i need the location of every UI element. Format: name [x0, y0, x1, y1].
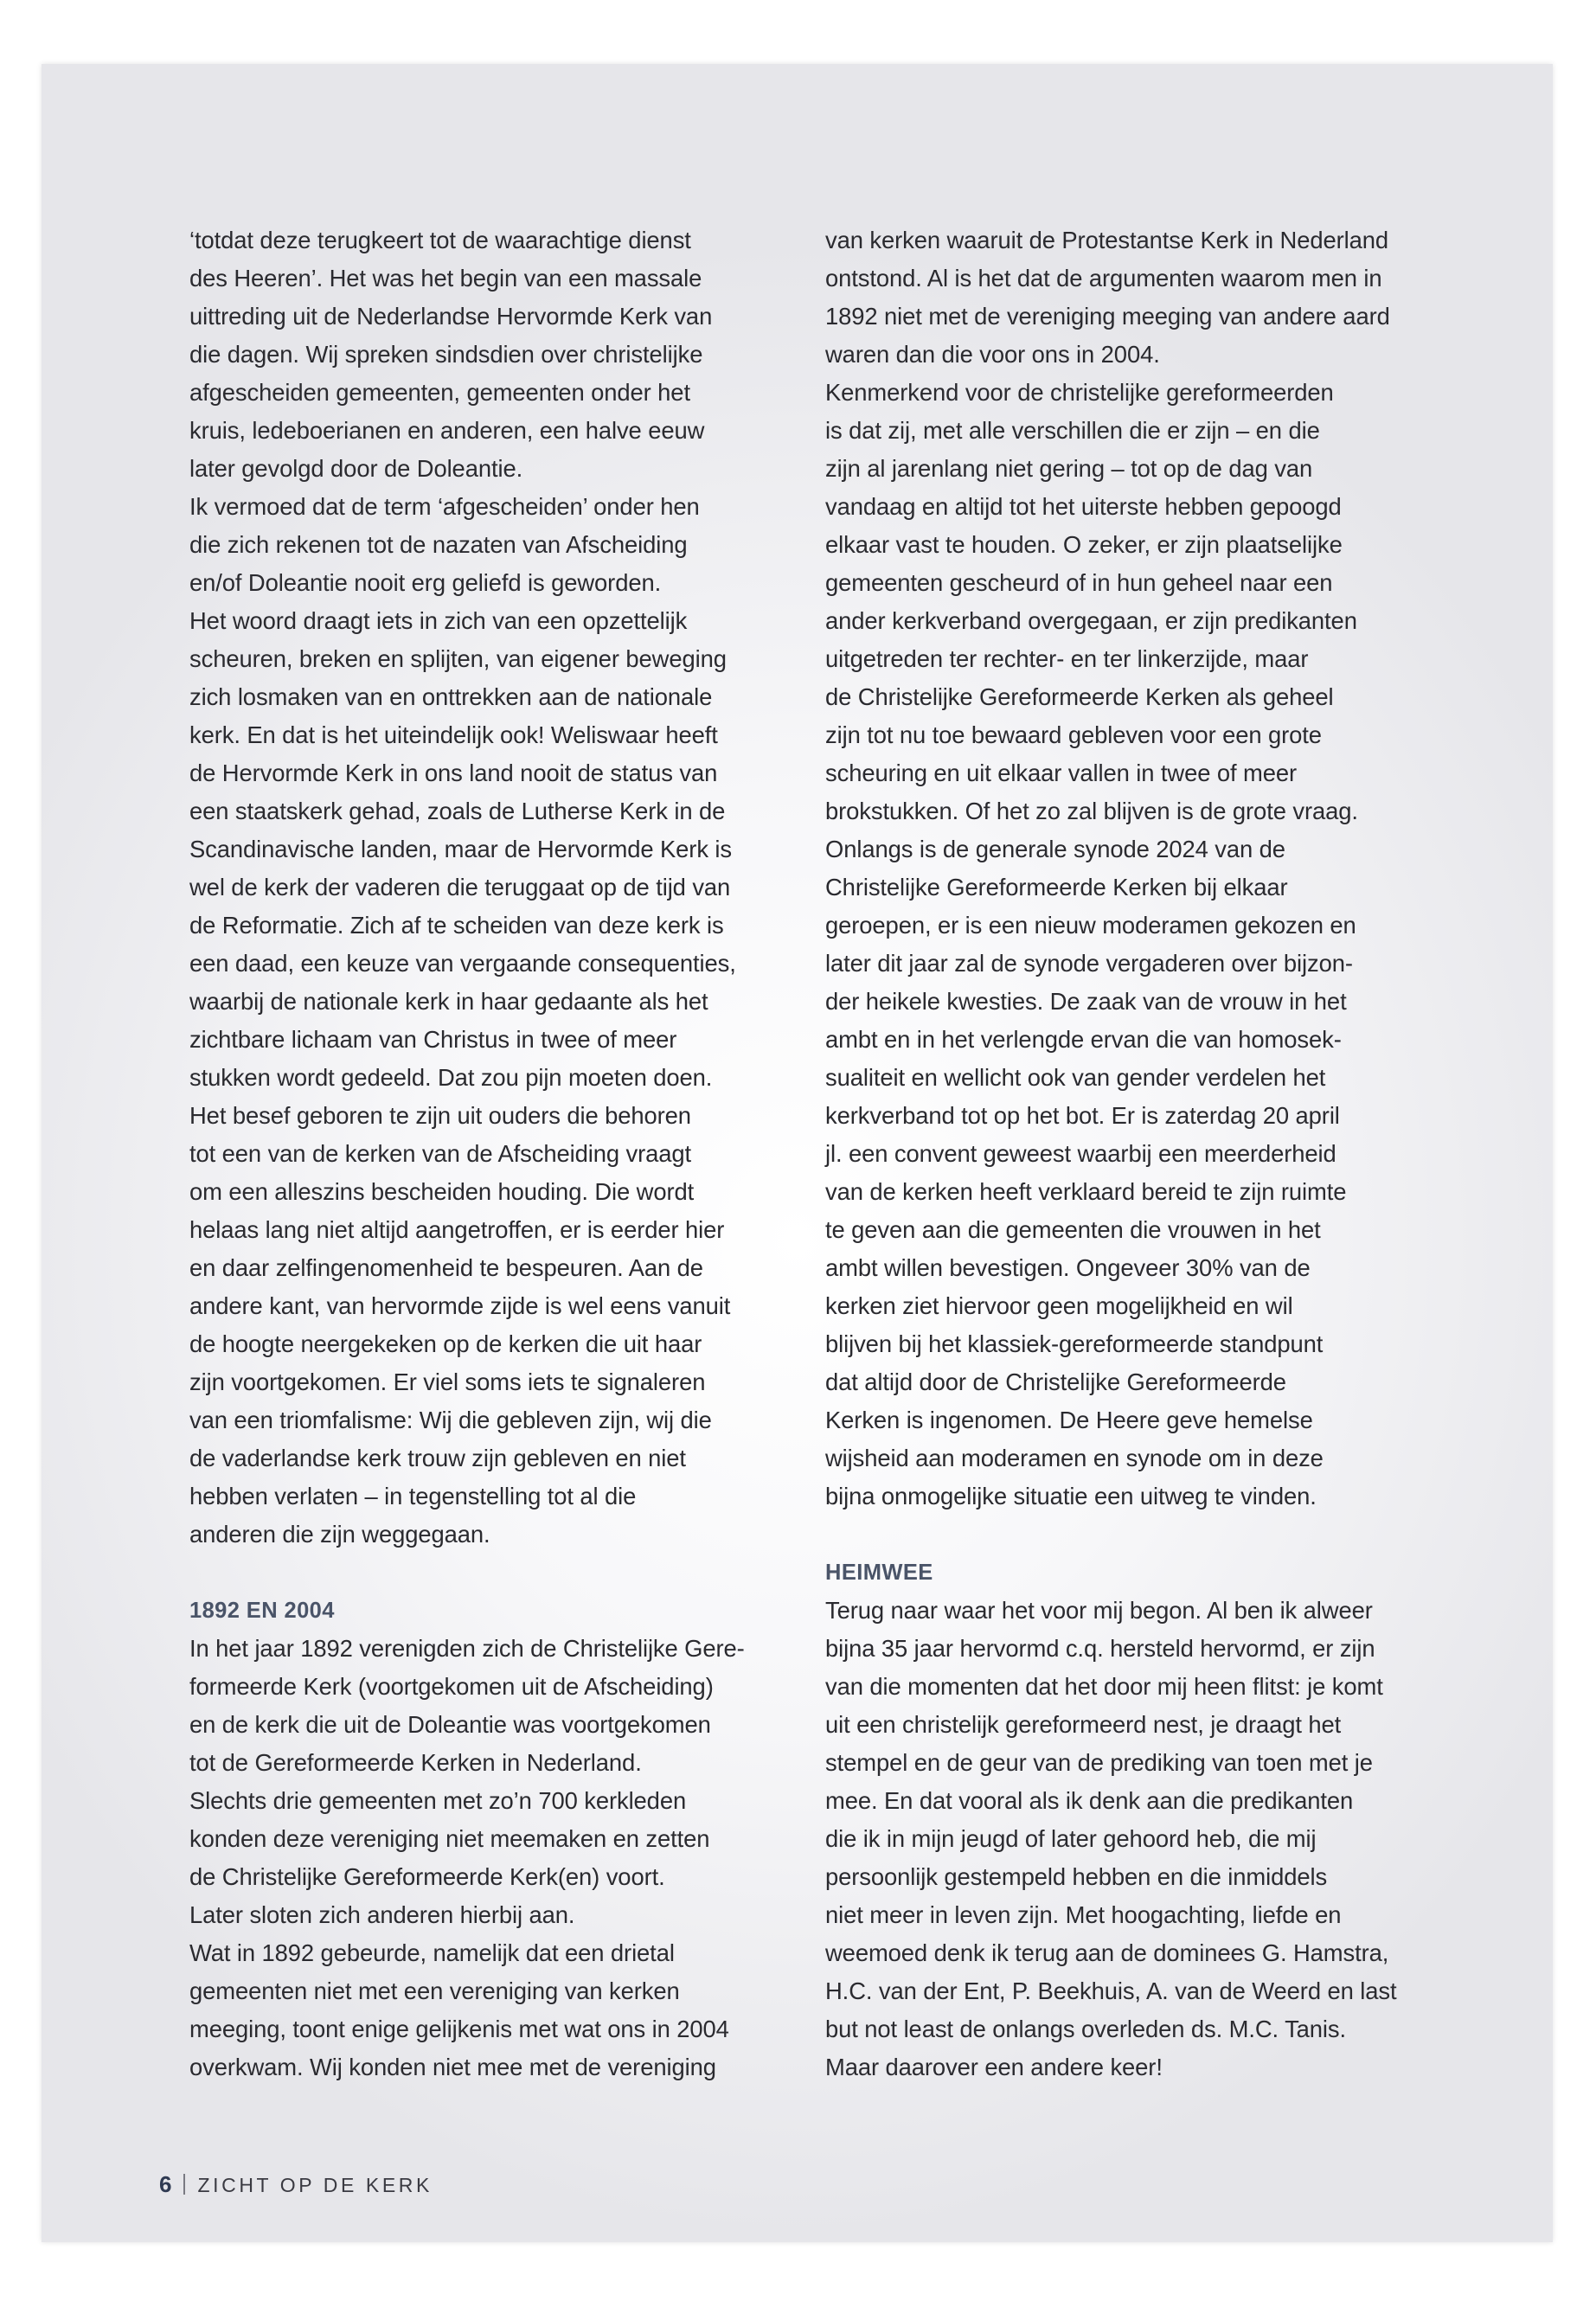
text-line: weemoed denk ik terug aan de dominees G. Hamstra,	[825, 1939, 1389, 1966]
text-line: scheuring en uit elkaar vallen in twee of meer	[825, 760, 1298, 786]
text-line: In het jaar 1892 verenigden zich de Christelijke Gere-	[189, 1635, 745, 1662]
text-line: bijna 35 jaar hervormd c.q. hersteld hervormd, er zijn	[825, 1635, 1375, 1662]
text-line: de Christelijke Gereformeerde Kerken als geheel	[825, 683, 1334, 710]
text-line: de Hervormde Kerk in ons land nooit de status van	[189, 760, 718, 786]
text-line: Het besef geboren te zijn uit ouders die behoren	[189, 1102, 691, 1129]
text-line: en/of Doleantie nooit erg geliefd is geworden.	[189, 569, 662, 596]
text-line: kerk. En dat is het uiteindelijk ook! Weliswaar heeft	[189, 721, 718, 748]
text-line: meeging, toont enige gelijkenis met wat ons in 2004	[189, 2016, 729, 2042]
text-line: stempel en de geur van de prediking van toen met je	[825, 1749, 1373, 1776]
text-line: die zich rekenen tot de nazaten van Afscheiding	[189, 531, 688, 558]
text-line: der heikele kwesties. De zaak van de vrouw in het	[825, 988, 1347, 1015]
page-number: 6	[159, 2171, 172, 2197]
text-line: om een alleszins bescheiden houding. Die wordt	[189, 1178, 695, 1205]
text-line: die dagen. Wij spreken sindsdien over christelijke	[189, 341, 703, 368]
text-line: vandaag en altijd tot het uiterste hebben gepoogd	[825, 493, 1342, 520]
text-line: Wat in 1892 gebeurde, namelijk dat een drietal	[189, 1939, 675, 1966]
text-line: geroepen, er is een nieuw moderamen gekozen en	[825, 912, 1356, 939]
right-paragraphs-a	[825, 221, 1422, 1516]
text-line: de hoogte neergekeken op de kerken die uit haar	[189, 1330, 702, 1357]
left-column	[189, 221, 786, 2086]
text-line: Ik vermoed dat de term ‘afgescheiden’ onder hen	[189, 493, 700, 520]
text-line: de Christelijke Gereformeerde Kerk(en) voort.	[189, 1863, 665, 1890]
text-line: uit een christelijk gereformeerd nest, je draagt het	[825, 1711, 1342, 1738]
text-line: later gevolgd door de Doleantie.	[189, 455, 523, 482]
text-line: overkwam. Wij konden niet mee met de vereniging	[189, 2054, 716, 2080]
text-line: bijna onmogelijke situatie een uitweg te vinden.	[825, 1483, 1317, 1509]
text-line: afgescheiden gemeenten, gemeenten onder het	[189, 379, 690, 406]
text-line: but not least de onlangs overleden ds. M.C. Tanis.	[825, 2016, 1347, 2042]
text-line: een staatskerk gehad, zoals de Lutherse Kerk in de	[189, 798, 726, 824]
text-line: des Heeren’. Het was het begin van een massale	[189, 265, 702, 292]
text-line: kerkverband tot op het bot. Er is zaterdag 20 april	[825, 1102, 1340, 1129]
text-line: uittreding uit de Nederlandse Hervormde Kerk van	[189, 303, 713, 330]
text-line: anderen die zijn weggegaan.	[189, 1521, 490, 1548]
text-line: die ik in mijn jeugd of later gehoord heb, die mij	[825, 1825, 1317, 1852]
right-paragraphs-b	[825, 1592, 1422, 2086]
text-line: persoonlijk gestempeld hebben en die inmiddels	[825, 1863, 1328, 1890]
right-column	[825, 221, 1422, 2086]
text-line: Het woord draagt iets in zich van een opzettelijk	[189, 607, 688, 634]
text-line: gemeenten niet met een vereniging van kerken	[189, 1977, 680, 2004]
text-line: Christelijke Gereformeerde Kerken bij elkaar	[825, 874, 1288, 901]
text-line: Maar daarover een andere keer!	[825, 2054, 1163, 2080]
text-line: Kenmerkend voor de christelijke gereformeerden	[825, 379, 1334, 406]
text-line: dat altijd door de Christelijke Gereformeerde	[825, 1368, 1286, 1395]
text-line: gemeenten gescheurd of in hun geheel naar een	[825, 569, 1333, 596]
text-line: kerken ziet hiervoor geen mogelijkheid en wil	[825, 1292, 1293, 1319]
text-line: helaas lang niet altijd aangetroffen, er is eerder hier	[189, 1216, 725, 1243]
text-line: niet meer in leven zijn. Met hoogachting, liefde en	[825, 1901, 1342, 1928]
text-line: ambt willen bevestigen. Ongeveer 30% van de	[825, 1254, 1311, 1281]
text-line: Onlangs is de generale synode 2024 van de	[825, 836, 1285, 862]
text-line: zijn tot nu toe bewaard gebleven voor een grote	[825, 721, 1322, 748]
section-heading-heimwee: HEIMWEE	[825, 1561, 933, 1585]
text-line: zijn al jarenlang niet gering – tot op de dag van	[825, 455, 1313, 482]
left-paragraphs-a	[189, 221, 786, 1554]
text-line: Slechts drie gemeenten met zo’n 700 kerkleden	[189, 1787, 687, 1814]
text-line: en de kerk die uit de Doleantie was voortgekomen	[189, 1711, 711, 1738]
text-line: van kerken waaruit de Protestantse Kerk in Nederland	[825, 227, 1389, 253]
text-line: ontstond. Al is het dat de argumenten waarom men in	[825, 265, 1382, 292]
text-line: Later sloten zich anderen hierbij aan.	[189, 1901, 575, 1928]
text-line: zich losmaken van en onttrekken aan de nationale	[189, 683, 713, 710]
text-line: is dat zij, met alle verschillen die er zijn – en die	[825, 417, 1320, 444]
text-line: blijven bij het klassiek-gereformeerde standpunt	[825, 1330, 1324, 1357]
text-line: tot de Gereformeerde Kerken in Nederland.	[189, 1749, 642, 1776]
text-line: jl. een convent geweest waarbij een meerderheid	[825, 1140, 1336, 1167]
text-line: H.C. van der Ent, P. Beekhuis, A. van de Weerd en last	[825, 1977, 1397, 2004]
text-line: waren dan die voor ons in 2004.	[825, 341, 1160, 368]
text-line: ander kerkverband overgegaan, er zijn predikanten	[825, 607, 1357, 634]
text-line: ambt en in het verlengde ervan die van homosek-	[825, 1026, 1342, 1053]
section-heading-1892: 1892 EN 2004	[189, 1599, 335, 1623]
text-line: en daar zelfingenomenheid te bespeuren. Aan de	[189, 1254, 703, 1281]
text-line: brokstukken. Of het zo zal blijven is de grote vraag.	[825, 798, 1358, 824]
text-line: wijsheid aan moderamen en synode om in deze	[825, 1445, 1324, 1471]
text-line: sualiteit en wellicht ook van gender verdelen het	[825, 1064, 1326, 1091]
section-spacer	[189, 1554, 786, 1592]
text-line: kruis, ledeboerianen en anderen, een halve eeuw	[189, 417, 705, 444]
footer-divider	[183, 2174, 185, 2195]
text-line: wel de kerk der vaderen die teruggaat op de tijd van	[189, 874, 731, 901]
text-line: andere kant, van hervormde zijde is wel eens vanuit	[189, 1292, 731, 1319]
text-line: uitgetreden ter rechter- en ter linkerzijde, maar	[825, 645, 1309, 672]
text-line: formeerde Kerk (voortgekomen uit de Afscheiding)	[189, 1673, 714, 1700]
text-line: Kerken is ingenomen. De Heere geve hemelse	[825, 1407, 1313, 1433]
text-line: zijn voortgekomen. Er viel soms iets te signaleren	[189, 1368, 706, 1395]
magazine-name: ZICHT OP DE KERK	[197, 2174, 433, 2196]
text-line: Terug naar waar het voor mij begon. Al ben ik alweer	[825, 1597, 1373, 1624]
text-line: van die momenten dat het door mij heen flitst: je komt	[825, 1673, 1383, 1700]
text-line: scheuren, breken en splijten, van eigener beweging	[189, 645, 727, 672]
text-line: tot een van de kerken van de Afscheiding vraagt	[189, 1140, 692, 1167]
text-line: de Reformatie. Zich af te scheiden van deze kerk is	[189, 912, 724, 939]
text-line: zichtbare lichaam van Christus in twee of meer	[189, 1026, 677, 1053]
text-line: een daad, een keuze van vergaande consequenties,	[189, 950, 736, 977]
text-line: van een triomfalisme: Wij die gebleven zijn, wij die	[189, 1407, 712, 1433]
text-line: waarbij de nationale kerk in haar gedaante als het	[189, 988, 708, 1015]
text-line: Scandinavische landen, maar de Hervormde Kerk is	[189, 836, 733, 862]
section-spacer	[825, 1516, 1422, 1554]
text-line: ‘totdat deze terugkeert tot de waarachtige dienst	[189, 227, 691, 253]
text-line: elkaar vast te houden. O zeker, er zijn plaatselijke	[825, 531, 1343, 558]
text-line: te geven aan die gemeenten die vrouwen in het	[825, 1216, 1321, 1243]
page-footer	[159, 2171, 433, 2198]
text-line: hebben verlaten – in tegenstelling tot al die	[189, 1483, 637, 1509]
text-line: later dit jaar zal de synode vergaderen over bijzon-	[825, 950, 1353, 977]
text-line: konden deze vereniging niet meemaken en zetten	[189, 1825, 710, 1852]
text-line: de vaderlandse kerk trouw zijn gebleven en niet	[189, 1445, 686, 1471]
magazine-page	[42, 64, 1553, 2242]
text-line: 1892 niet met de vereniging meeging van andere aard	[825, 303, 1390, 330]
text-line: mee. En dat vooral als ik denk aan die predikanten	[825, 1787, 1354, 1814]
left-paragraphs-b	[189, 1630, 786, 2086]
text-line: stukken wordt gedeeld. Dat zou pijn moeten doen.	[189, 1064, 713, 1091]
text-line: van de kerken heeft verklaard bereid te zijn ruimte	[825, 1178, 1347, 1205]
